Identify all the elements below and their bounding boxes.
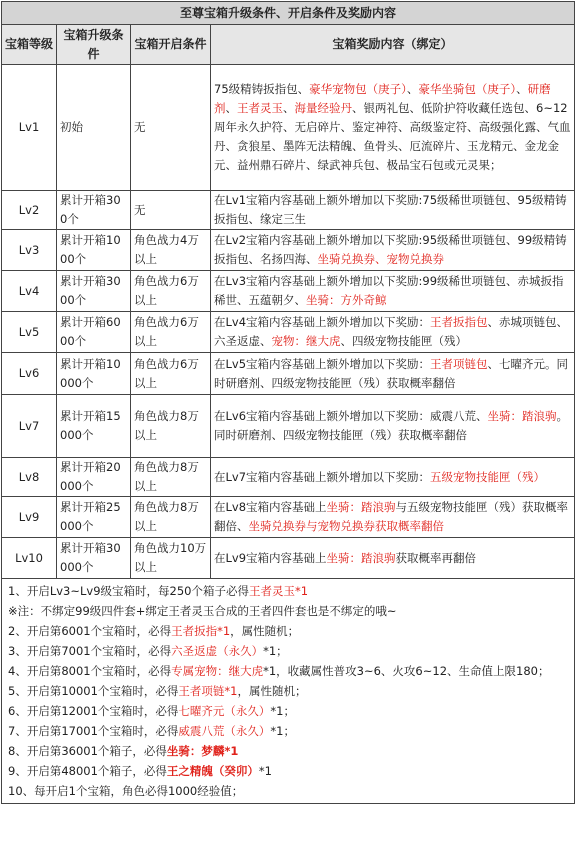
table-row bbox=[2, 395, 575, 458]
text-segment: 在Lv3宝箱内容基础上额外增加以下奖励:99级稀世项链包、赤城扳指稀世、五蕴朝夕、 bbox=[214, 274, 564, 307]
highlight-text: 坐骑：踏浪驹 bbox=[326, 500, 396, 514]
upgrade-condition-cell: 累计开箱25000个 bbox=[57, 497, 131, 538]
text-segment: 、赤城项链包、六圣返虚、 bbox=[214, 315, 569, 348]
text-segment: 在Lv8宝箱内容基础上 bbox=[214, 500, 327, 514]
text-segment: 9、开启第48001个箱子，必得 bbox=[8, 764, 167, 778]
note-line bbox=[8, 621, 568, 641]
text-segment: 在Lv1宝箱内容基础上额外增加以下奖励:75级稀世项链包、95级精铸扳指包、缘定三生 bbox=[214, 193, 567, 226]
highlight-text: 坐骑：踏浪驹 bbox=[326, 550, 396, 565]
open-condition-cell: 无 bbox=[131, 65, 211, 191]
upgrade-condition-cell: 累计开箱6000个 bbox=[57, 312, 131, 353]
table-row bbox=[2, 353, 575, 395]
open-condition-cell: 角色战力10万以上 bbox=[131, 538, 211, 579]
text-segment: 3、开启第7001个宝箱时，必得 bbox=[8, 644, 172, 658]
highlight-text: 豪华宠物包（庚子） bbox=[309, 82, 407, 96]
text-segment: 获取概率再翻倍 bbox=[395, 550, 477, 565]
text-segment: 8、开启第36001个箱子，必得 bbox=[8, 744, 167, 758]
level-cell: Lv8 bbox=[2, 458, 57, 497]
highlight-text: 威震八荒（永久） bbox=[178, 724, 271, 738]
level-cell: Lv7 bbox=[2, 395, 57, 458]
upgrade-condition-cell: 累计开箱30000个 bbox=[57, 538, 131, 579]
upgrade-condition-cell: 初始 bbox=[57, 65, 131, 191]
header-upgrade: 宝箱升级条件 bbox=[57, 25, 131, 65]
table-row bbox=[2, 538, 575, 579]
text-segment: 7、开启第17001个宝箱时，必得 bbox=[8, 724, 179, 738]
open-condition-cell: 角色战力6万以上 bbox=[131, 271, 211, 312]
text-segment: *1； bbox=[270, 724, 295, 738]
notes-cell bbox=[2, 579, 575, 804]
header-level: 宝箱等级 bbox=[2, 25, 57, 65]
text-segment: 4、开启第8001个宝箱时，必得 bbox=[8, 664, 172, 678]
text-segment: 、 bbox=[406, 82, 419, 96]
text-segment: 5、开启第10001个宝箱时，必得 bbox=[8, 684, 179, 698]
text-segment: 在Lv9宝箱内容基础上 bbox=[214, 550, 327, 565]
highlight-text: 王者扳指*1 bbox=[171, 624, 231, 638]
text-segment: 在Lv6宝箱内容基础上额外增加以下奖励：威震八荒、 bbox=[214, 409, 488, 423]
highlight-text: 王者项链*1 bbox=[178, 684, 238, 698]
note-line bbox=[8, 701, 568, 721]
reward-cell bbox=[211, 395, 575, 458]
reward-cell bbox=[211, 65, 575, 191]
highlight-text: 六圣返虚（永久） bbox=[171, 644, 264, 658]
table-row bbox=[2, 458, 575, 497]
text-segment: 同时研磨剂、四级宠物技能匣（残）获取概率翻倍 bbox=[214, 428, 467, 442]
text-segment: 、四级宠物技能匣（残） bbox=[340, 334, 467, 348]
text-segment: 、七曜齐元。同时研磨剂、四级宠物技能匣（残）获取概率翻倍 bbox=[214, 356, 569, 390]
highlight-text: 七曜齐元（永久） bbox=[178, 704, 271, 718]
upgrade-condition-cell: 累计开箱10000个 bbox=[57, 353, 131, 395]
text-segment: *1，收藏属性普攻3~6、火攻6~12、生命值上限180； bbox=[263, 664, 550, 678]
upgrade-condition-cell: 累计开箱300个 bbox=[57, 191, 131, 230]
reward-cell bbox=[211, 271, 575, 312]
upgrade-condition-cell: 累计开箱15000个 bbox=[57, 395, 131, 458]
text-segment: 在Lv5宝箱内容基础上额外增加以下奖励： bbox=[214, 356, 431, 371]
table-row bbox=[2, 65, 575, 191]
table-row bbox=[2, 497, 575, 538]
open-condition-cell: 角色战力8万以上 bbox=[131, 395, 211, 458]
text-segment: *1； bbox=[263, 644, 288, 658]
highlight-text: 坐骑：梦麟*1 bbox=[166, 744, 239, 758]
open-condition-cell: 角色战力6万以上 bbox=[131, 353, 211, 395]
reward-cell bbox=[211, 230, 575, 271]
level-cell: Lv10 bbox=[2, 538, 57, 579]
highlight-text: 王者项链包 bbox=[430, 356, 488, 371]
level-cell: Lv9 bbox=[2, 497, 57, 538]
note-line bbox=[8, 761, 568, 781]
note-line bbox=[8, 601, 568, 621]
text-segment: 在Lv2宝箱内容基础上额外增加以下奖励:95级稀世项链包、99级精铸扳指包、名扬四海、 bbox=[214, 233, 567, 266]
note-line bbox=[8, 641, 568, 661]
level-cell: Lv1 bbox=[2, 65, 57, 191]
note-line bbox=[8, 781, 568, 801]
text-segment: 2、开启第6001个宝箱时，必得 bbox=[8, 624, 172, 638]
reward-table bbox=[1, 1, 575, 804]
highlight-text: 宠物：继大虎 bbox=[271, 334, 341, 348]
level-cell: Lv5 bbox=[2, 312, 57, 353]
reward-cell bbox=[211, 497, 575, 538]
text-segment: 10、每开启1个宝箱，角色必得1000经验值； bbox=[8, 784, 244, 798]
upgrade-condition-cell: 累计开箱3000个 bbox=[57, 271, 131, 312]
text-segment: 75级精铸扳指包、 bbox=[214, 82, 310, 96]
header-reward: 宝箱奖励内容（绑定） bbox=[211, 25, 575, 65]
table-row bbox=[2, 230, 575, 271]
highlight-text: 坐骑兑换券与宠物兑换券获取概率翻倍 bbox=[248, 519, 444, 533]
text-segment: *1； bbox=[270, 704, 295, 718]
text-segment: 、 bbox=[225, 101, 237, 115]
table-title: 至尊宝箱升级条件、开启条件及奖励内容 bbox=[2, 2, 575, 25]
note-line bbox=[8, 741, 568, 761]
highlight-text: 专属宠物：继大虎 bbox=[171, 664, 264, 678]
text-segment: ，属性随机； bbox=[230, 624, 300, 638]
reward-cell bbox=[211, 191, 575, 230]
highlight-text: 坐骑：踏浪驹 bbox=[487, 409, 557, 423]
text-segment: 与五级宠物技能匣（残）获取概率翻倍、 bbox=[214, 500, 569, 533]
highlight-text: 豪华坐骑包（庚子） bbox=[418, 82, 517, 96]
text-segment: 在Lv7宝箱内容基础上额外增加以下奖励： bbox=[214, 469, 431, 484]
note-line bbox=[8, 581, 568, 601]
table-row bbox=[2, 271, 575, 312]
highlight-text: 坐骑：方外奇鲸 bbox=[306, 293, 387, 307]
level-cell: Lv2 bbox=[2, 191, 57, 230]
highlight-text: 王之精魄（癸卯） bbox=[166, 764, 259, 778]
text-segment: ※注：不绑定99级四件套+绑定王者灵玉合成的王者四件套也是不绑定的哦~ bbox=[8, 604, 397, 618]
highlight-text: 坐骑兑换券、宠物兑换券 bbox=[317, 252, 444, 266]
level-cell: Lv3 bbox=[2, 230, 57, 271]
note-line bbox=[8, 721, 568, 741]
upgrade-condition-cell: 累计开箱1000个 bbox=[57, 230, 131, 271]
highlight-text: 研磨剂 bbox=[214, 82, 551, 115]
reward-cell bbox=[211, 312, 575, 353]
text-segment: 、 bbox=[283, 101, 295, 115]
level-cell: Lv6 bbox=[2, 353, 57, 395]
text-segment: ，属性随机； bbox=[237, 684, 307, 698]
note-line bbox=[8, 681, 568, 701]
highlight-text: 五级宠物技能匣（残） bbox=[430, 469, 546, 484]
highlight-text: 海量经验丹 bbox=[294, 101, 352, 115]
text-segment: 6、开启第12001个宝箱时，必得 bbox=[8, 704, 179, 718]
open-condition-cell: 无 bbox=[131, 191, 211, 230]
highlight-text: 王者灵玉 bbox=[237, 101, 283, 115]
text-segment: 。 bbox=[556, 409, 569, 423]
text-segment: 1、开启Lv3~Lv9级宝箱时，每250个箱子必得 bbox=[8, 584, 249, 598]
notes-row bbox=[2, 579, 575, 804]
reward-cell bbox=[211, 538, 575, 579]
level-cell: Lv4 bbox=[2, 271, 57, 312]
highlight-text: 王者扳指包 bbox=[430, 315, 488, 329]
table-row bbox=[2, 312, 575, 353]
header-open: 宝箱开启条件 bbox=[131, 25, 211, 65]
open-condition-cell: 角色战力8万以上 bbox=[131, 458, 211, 497]
open-condition-cell: 角色战力8万以上 bbox=[131, 497, 211, 538]
reward-cell bbox=[211, 353, 575, 395]
text-segment: 、 bbox=[516, 82, 528, 96]
open-condition-cell: 角色战力4万以上 bbox=[131, 230, 211, 271]
text-segment: 在Lv4宝箱内容基础上额外增加以下奖励： bbox=[214, 315, 431, 329]
text-segment: *1 bbox=[258, 764, 272, 778]
upgrade-condition-cell: 累计开箱20000个 bbox=[57, 458, 131, 497]
reward-cell bbox=[211, 458, 575, 497]
highlight-text: 王者灵玉*1 bbox=[248, 584, 309, 598]
open-condition-cell: 角色战力6万以上 bbox=[131, 312, 211, 353]
text-segment: 、银两礼包、低阶护符收藏任选包、6~12周年永久护符、无启碎片、鉴定神符、高级鉴定符、高级强化露、气血丹、贪狼星、墨阵无法精魄、鱼骨头、厄流碎片、玉龙精元、金龙金元、益州鼎石碎片、绿武神兵包、极品宝石包或元灵果； bbox=[214, 101, 571, 172]
table-row bbox=[2, 191, 575, 230]
note-line bbox=[8, 661, 568, 681]
